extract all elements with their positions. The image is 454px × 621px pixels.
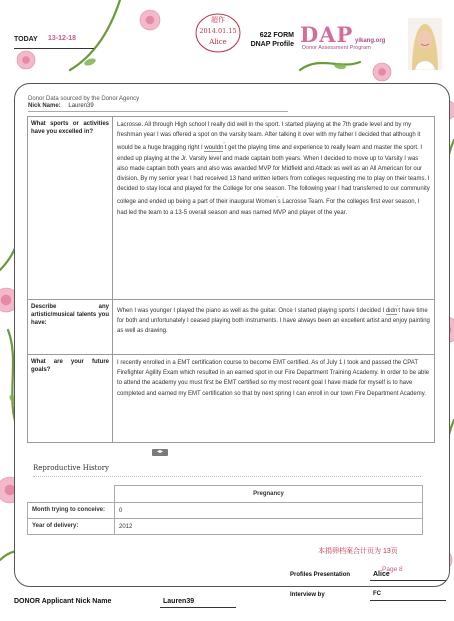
answer-text: t have time for both and unfortunately I ceased playing both instruments. I have always been an excellent artist and enjoy painting as well as drawing.	[117, 308, 430, 335]
donor-nickname-label: DONOR Applicant Nick Name	[14, 598, 112, 605]
questionnaire-table	[27, 116, 435, 443]
profiles-presentation-label: Profiles Presentation	[290, 572, 351, 578]
dap-site: yikang.org	[355, 38, 386, 44]
qa-answer	[113, 300, 435, 355]
reproductive-history-rule	[33, 476, 421, 477]
qa-row	[28, 117, 435, 300]
today-underline	[14, 48, 94, 49]
qa-answer: I recently enrolled in a EMT certification course to become EMT certified. As of July 1 I took and passed the CPAT Firefighter Agility Exam which resulted in an earned spot in our Fire Department Training Academy. In order to be able to attend the academy you must first be EMT certified so my most recent goal I have made for myself is to have completed and earned my EMT certification so that by next spring I can enroll in our town Fire Department Academy.	[113, 355, 435, 443]
qa-question: What are your future goals?	[28, 355, 113, 443]
pregnancy-table	[27, 485, 423, 535]
pregnancy-header-row	[28, 486, 423, 503]
nick-name-rule	[28, 111, 288, 112]
pregnancy-row	[28, 519, 423, 535]
page-number: Page 8	[382, 566, 403, 573]
pregnancy-corner-cell	[28, 486, 115, 503]
approval-stamp	[194, 12, 242, 54]
answer-text: s Lacrosse Team. For the colleges first ever season, I had led the team to a 13-5 overall season and was named MVP and player of the year.	[117, 199, 420, 216]
data-source-line: Donor Data sourced by the Donor Agency	[28, 96, 140, 102]
form-title-line1: 622 FORM	[259, 32, 294, 39]
stamp-date: 2014.01.15	[199, 27, 237, 35]
nick-name-line	[28, 103, 94, 109]
interview-by-rule	[370, 600, 446, 601]
dap-subtitle: Donor Assessment Program	[302, 45, 371, 51]
profiles-presentation-value: Alice	[373, 571, 390, 578]
answer-apostrophe: ’	[397, 305, 399, 311]
pregnancy-value: 0	[115, 503, 423, 519]
interview-by-value: FC	[373, 591, 381, 597]
today-date: 13-12-18	[48, 35, 77, 42]
qa-question: Describe any artistic/musical talents you have:	[28, 300, 113, 355]
answer-text: Lacrosse. All through High school I really did well in the sport. I started playing at the 7th grade level and by my freshman year I was offered a spot on the varsity team. After talking it over with my father I decided that although it would be a huge bragging right I	[117, 122, 421, 152]
qa-row	[28, 300, 435, 355]
qa-answer	[113, 117, 435, 300]
form-title-line2: DNAP Profile	[250, 41, 294, 48]
nick-name-value: Lauren39	[68, 103, 94, 109]
answer-text: t get the playing time and experience to really learn and master the sport. I ended up playing at the Jr. Varsity level and made captain both years. When I decided to move up to Varsity I was also made captain both years and also was awarded MVP for Midfield and Attack as well as an All American for our division. By my senior year I had received 13 hand written letters from colleges requesting me to play on their teams. I decided to stay local and played for the College for one season. The following year I had transferred to our community college and ended up being a part of their inaugural Women	[117, 145, 430, 206]
form-title	[248, 31, 294, 49]
pregnancy-value: 2012	[115, 519, 423, 535]
donor-nickname-rule	[160, 607, 236, 608]
pregnancy-header: Pregnancy	[115, 486, 423, 503]
answer-text: When I was younger I played the piano as well as the guitar. Once I started playing sports I decided I	[117, 308, 386, 314]
today-label: TODAY	[14, 36, 38, 43]
nick-name-label: Nick Name:	[28, 103, 61, 109]
answer-text-word: wouldn	[204, 145, 224, 152]
donor-photo	[408, 18, 442, 70]
qa-row	[28, 355, 435, 443]
stamp-top-text: 超作	[211, 16, 225, 24]
donor-nickname-value: Lauren39	[163, 598, 195, 605]
total-pages-note: 本捐卵档案合计页为 13页	[318, 548, 398, 555]
answer-apostrophe: ’	[276, 196, 278, 203]
qa-question: What sports or activities have you excelled in?	[28, 117, 113, 300]
interview-by-label: Interview by	[290, 592, 325, 598]
profiles-presentation-rule	[370, 580, 446, 581]
answer-text-word: didn	[385, 308, 398, 314]
dap-logo: DAP	[300, 22, 354, 47]
pregnancy-row	[28, 503, 423, 519]
reproductive-history-title: Reproductive History	[33, 464, 110, 472]
page-nav-button[interactable]: ◂▸	[152, 449, 168, 456]
pregnancy-label: Year of delivery:	[28, 519, 115, 535]
stamp-name: Alice	[209, 38, 227, 46]
pregnancy-label: Month trying to conceive:	[28, 503, 115, 519]
answer-apostrophe: ’	[223, 142, 225, 149]
